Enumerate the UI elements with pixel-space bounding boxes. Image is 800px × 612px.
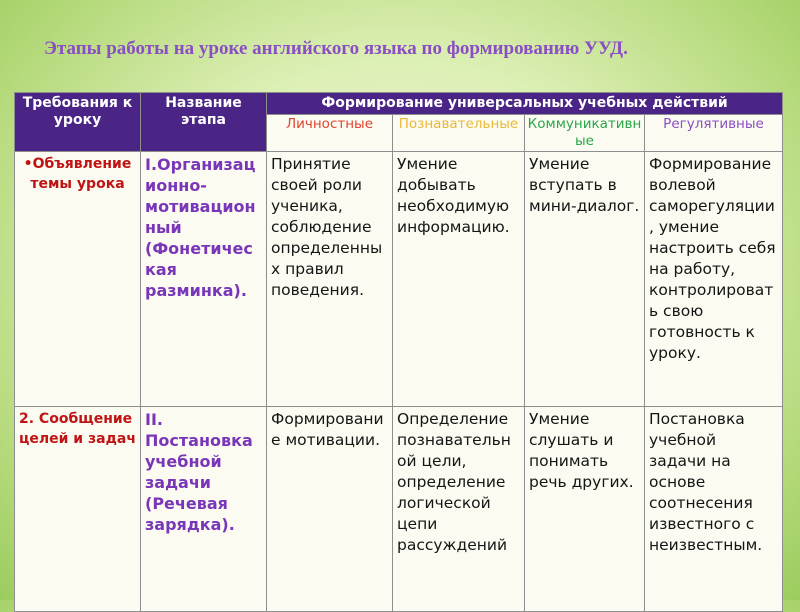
communicative-cell: Умение вступать в мини-диалог. <box>525 152 645 407</box>
header-row <box>15 93 783 115</box>
requirement-cell <box>15 152 141 407</box>
page-title: Этапы работы на уроке английского языка по формированию УУД. <box>44 38 628 59</box>
uud-stages-table <box>14 92 783 612</box>
stage-cell: II. Постановка учебной задачи (Речевая зарядка). <box>141 407 267 612</box>
col-uud-header: Формирование универсальных учебных действий <box>267 93 783 115</box>
cognitive-cell: Умение добывать необходимую информацию. <box>393 152 525 407</box>
col-requirements-header: Требования к уроку <box>15 93 141 152</box>
bullet-icon: • <box>23 156 33 172</box>
personal-cell: Формирование мотивации. <box>267 407 393 612</box>
stage-cell: I.Организационно-мотивационный (Фонетическая разминка). <box>141 152 267 407</box>
personal-cell: Принятие своей роли ученика, соблюдение определенных правил поведения. <box>267 152 393 407</box>
cognitive-cell: Определение познавательной цели, определение логической цепи рассуждений <box>393 407 525 612</box>
regulative-cell: Формирование волевой саморегуляции, умение настроить себя на работу, контролировать свою готовность к уроку. <box>645 152 783 407</box>
communicative-cell: Умение слушать и понимать речь других. <box>525 407 645 612</box>
requirement-text: Объявление темы урока <box>30 156 132 192</box>
table-row <box>15 152 783 407</box>
requirement-cell: 2. Сообщение целей и задач <box>15 407 141 612</box>
table-row <box>15 407 783 612</box>
sub-communicative-header: Коммуникативные <box>525 115 645 152</box>
sub-regulative-header: Регулятивные <box>645 115 783 152</box>
sub-cognitive-header: Познавательные <box>393 115 525 152</box>
regulative-cell: Постановка учебной задачи на основе соотнесения известного с неизвестным. <box>645 407 783 612</box>
sub-personal-header: Личностные <box>267 115 393 152</box>
col-stage-header: Название этапа <box>141 93 267 152</box>
